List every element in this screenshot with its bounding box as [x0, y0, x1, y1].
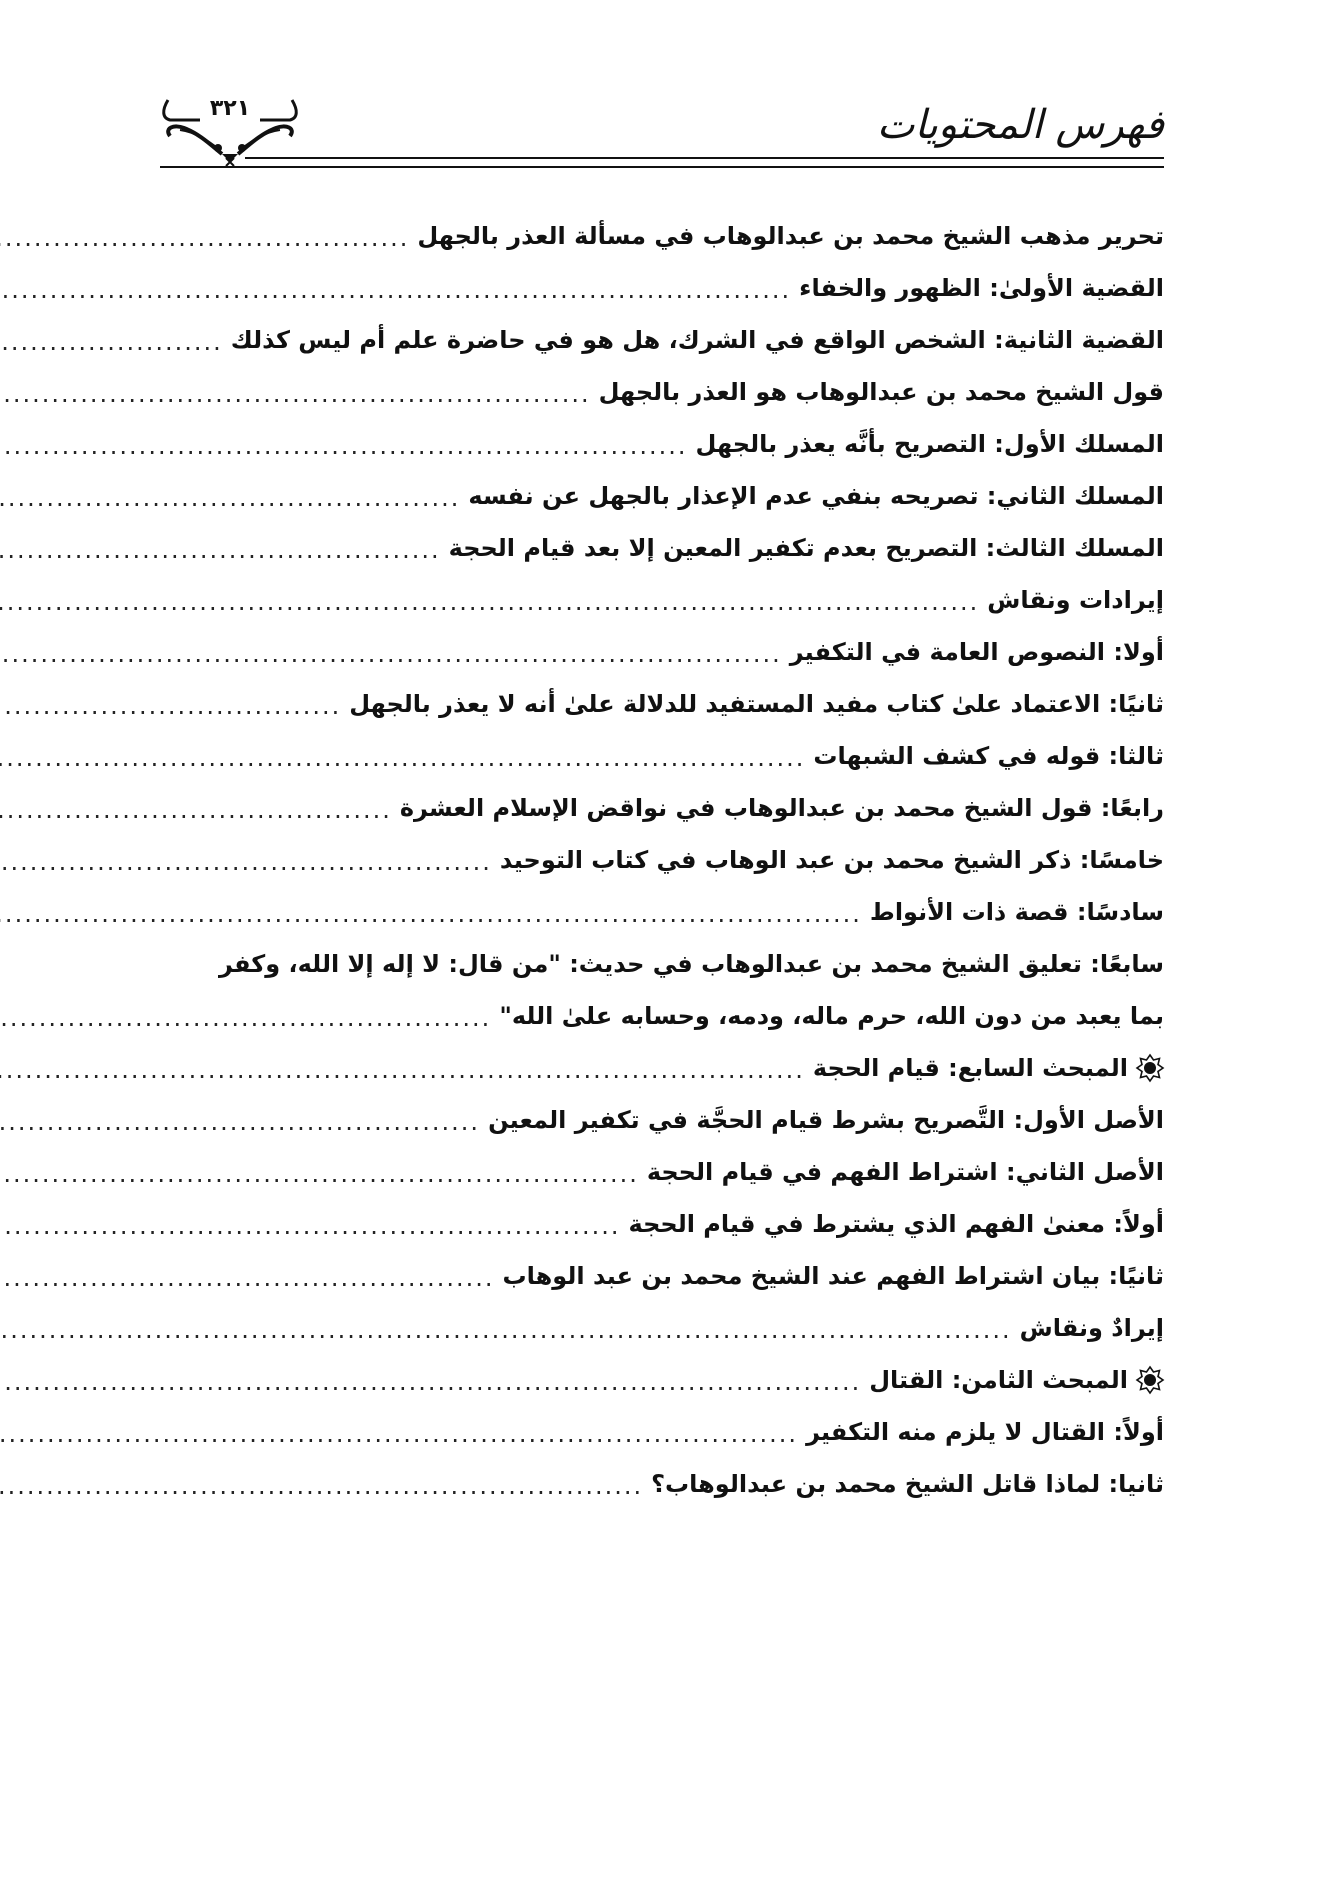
- leader-dots: [0, 1110, 480, 1134]
- leader-dots: [0, 1162, 639, 1186]
- toc-entry-title: القضية الأولىٰ: الظهور والخفاء: [799, 274, 1164, 302]
- running-header-title: فهرس المحتويات: [876, 102, 1164, 148]
- toc-entry-title: ثانيا: لماذا قاتل الشيخ محمد بن عبدالوهاب؟: [651, 1470, 1164, 1498]
- toc-entry[interactable]: [160, 730, 1164, 782]
- leader-dots: [0, 278, 791, 302]
- leader-dots: [0, 590, 979, 614]
- toc-entry[interactable]: [160, 1198, 1164, 1250]
- toc-entry[interactable]: [160, 262, 1164, 314]
- leader-dots: [0, 486, 460, 510]
- leader-dots: [0, 1422, 798, 1446]
- leader-dots: [0, 694, 341, 718]
- leader-dots: [0, 798, 392, 822]
- toc-entry-title: أولاً: معنىٰ الفهم الذي يشترط في قيام الحجة: [628, 1210, 1164, 1238]
- leader-dots: [0, 902, 862, 926]
- toc-entry-title: إيرادٌ ونقاش: [1019, 1314, 1164, 1342]
- toc-entry-title: أولاً: القتال لا يلزم منه التكفير: [806, 1418, 1164, 1446]
- toc-entry[interactable]: [160, 1250, 1164, 1302]
- leader-dots: [0, 1474, 643, 1498]
- leader-dots: [0, 642, 782, 666]
- toc-entry-title: قول الشيخ محمد بن عبدالوهاب هو العذر بالجهل: [598, 378, 1164, 406]
- toc-section-entry[interactable]: [160, 1354, 1164, 1406]
- toc-entry[interactable]: [160, 782, 1164, 834]
- toc-entry[interactable]: [160, 626, 1164, 678]
- toc-entry[interactable]: [160, 314, 1164, 366]
- star-bullet-icon: [1136, 1366, 1164, 1394]
- toc-section-entry[interactable]: [160, 1042, 1164, 1094]
- toc-entry-title: المسلك الثاني: تصريحه بنفي عدم الإعذار بالجهل عن نفسه: [468, 482, 1164, 510]
- leader-dots: [0, 1214, 621, 1238]
- toc-entry-title: ثانيًا: الاعتماد علىٰ كتاب مفيد المستفيد للدلالة علىٰ أنه لا يعذر بالجهل: [349, 690, 1164, 718]
- toc-entry-title: خامسًا: ذكر الشيخ محمد بن عبد الوهاب في كتاب التوحيد: [499, 846, 1164, 874]
- leader-dots: [0, 1266, 495, 1290]
- leader-dots: [0, 1058, 805, 1082]
- leader-dots: [0, 538, 441, 562]
- leader-dots: [0, 226, 409, 250]
- toc-entry[interactable]: [160, 886, 1164, 938]
- toc-entry[interactable]: [160, 574, 1164, 626]
- toc-entry-title-line1: سابعًا: تعليق الشيخ محمد بن عبدالوهاب في حديث: "من قال: لا إله إلا الله، وكفر: [219, 950, 1164, 978]
- toc-entry[interactable]: [160, 1302, 1164, 1354]
- toc-entry[interactable]: [160, 210, 1164, 262]
- toc-entry-title: تحرير مذهب الشيخ محمد بن عبدالوهاب في مسألة العذر بالجهل: [417, 222, 1164, 250]
- toc-entry-title: الأصل الثاني: اشتراط الفهم في قيام الحجة: [646, 1158, 1164, 1186]
- header-rule-bottom: [160, 166, 1164, 168]
- toc-entry-title: المبحث الثامن: القتال: [869, 1366, 1128, 1394]
- leader-dots: [0, 1006, 491, 1030]
- toc-entry-title: المسلك الأول: التصريح بأنَّه يعذر بالجهل: [695, 430, 1164, 458]
- toc-entry-title: رابعًا: قول الشيخ محمد بن عبدالوهاب في نواقض الإسلام العشرة: [399, 794, 1164, 822]
- leader-dots: [0, 330, 223, 354]
- toc-entry-multiline-second[interactable]: [160, 990, 1164, 1042]
- toc-entry[interactable]: [160, 1146, 1164, 1198]
- leader-dots: [0, 746, 805, 770]
- toc-entry[interactable]: [160, 1458, 1164, 1510]
- toc-entry-title: أولا: النصوص العامة في التكفير: [789, 638, 1164, 666]
- toc-entry-title: المسلك الثالث: التصريح بعدم تكفير المعين إلا بعد قيام الحجة: [448, 534, 1164, 562]
- toc-entry-title: إيرادات ونقاش: [987, 586, 1164, 614]
- toc-entry[interactable]: [160, 1406, 1164, 1458]
- leader-dots: [0, 850, 492, 874]
- leader-dots: [0, 434, 688, 458]
- leader-dots: [0, 382, 591, 406]
- toc-entry[interactable]: [160, 522, 1164, 574]
- table-of-contents: [160, 210, 1164, 1510]
- toc-entry[interactable]: [160, 418, 1164, 470]
- toc-entry[interactable]: [160, 678, 1164, 730]
- toc-entry-multiline-first[interactable]: [160, 938, 1164, 990]
- toc-entry-title-line2: بما يعبد من دون الله، حرم ماله، ودمه، وحسابه علىٰ الله": [499, 1002, 1164, 1030]
- toc-entry[interactable]: [160, 834, 1164, 886]
- leader-dots: [0, 1318, 1012, 1342]
- toc-entry-title: ثالثا: قوله في كشف الشبهات: [813, 742, 1164, 770]
- toc-entry[interactable]: [160, 1094, 1164, 1146]
- toc-entry[interactable]: [160, 470, 1164, 522]
- header-rule-top: [245, 157, 1164, 159]
- toc-entry-title: القضية الثانية: الشخص الواقع في الشرك، هل هو في حاضرة علم أم ليس كذلك: [230, 326, 1164, 354]
- toc-entry[interactable]: [160, 366, 1164, 418]
- page-number: ٣٢١: [209, 96, 251, 121]
- toc-entry-title: الأصل الأول: التَّصريح بشرط قيام الحجَّة في تكفير المعين: [488, 1106, 1164, 1134]
- leader-dots: [0, 1370, 861, 1394]
- star-bullet-icon: [1136, 1054, 1164, 1082]
- toc-entry-title: ثانيًا: بيان اشتراط الفهم عند الشيخ محمد بن عبد الوهاب: [502, 1262, 1164, 1290]
- toc-entry-title: المبحث السابع: قيام الحجة: [812, 1054, 1128, 1082]
- toc-entry-title: سادسًا: قصة ذات الأنواط: [869, 898, 1164, 926]
